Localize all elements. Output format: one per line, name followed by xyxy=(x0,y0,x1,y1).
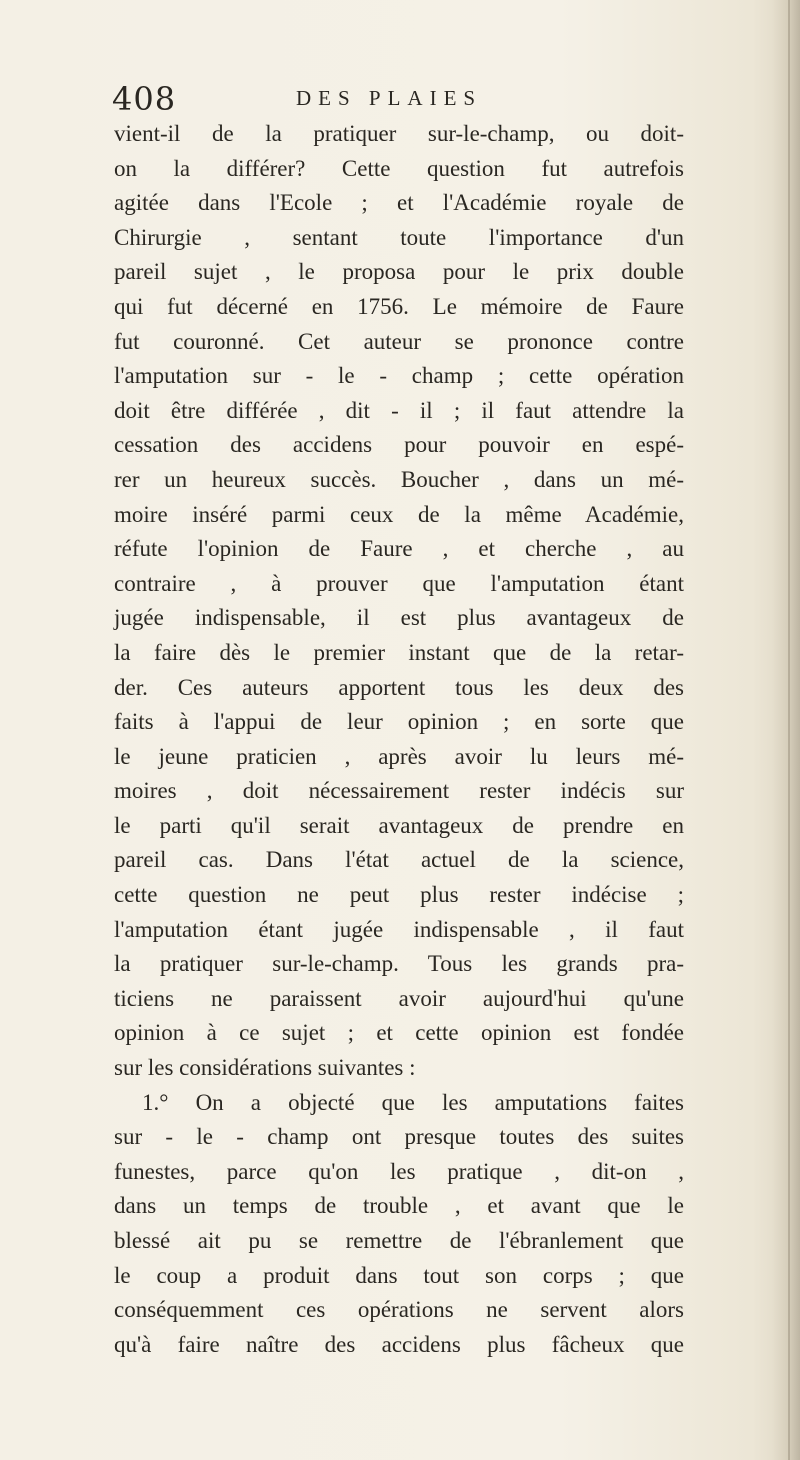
text-line: la faire dès le premier instant que de la retar- xyxy=(114,639,684,665)
page-number: 408 xyxy=(112,80,177,118)
text-line: réfute l'opinion de Faure , et cherche , au xyxy=(114,536,684,562)
text-line: jugée indispensable, il est plus avantageux de xyxy=(114,605,684,631)
text-line: moires , doit nécessairement rester indécis sur xyxy=(114,778,684,804)
text-line: cessation des accidens pour pouvoir en espé- xyxy=(114,432,684,458)
running-title: DES PLAIES xyxy=(296,86,483,110)
text-line: contraire , à prouver que l'amputation étant xyxy=(114,570,684,596)
text-line: pareil sujet , le proposa pour le prix double xyxy=(114,259,684,285)
text-line: la pratiquer sur-le-champ. Tous les grands pra- xyxy=(114,951,684,977)
text-line: pareil cas. Dans l'état actuel de la science, xyxy=(114,847,684,873)
body-text xyxy=(114,117,684,1362)
text-line: ticiens ne paraissent avoir aujourd'hui qu'une xyxy=(114,985,684,1011)
text-line: le parti qu'il serait avantageux de prendre en xyxy=(114,812,684,838)
text-line: conséquemment ces opérations ne servent alors xyxy=(114,1297,684,1323)
text-line: agitée dans l'Ecole ; et l'Académie royale de xyxy=(114,190,684,216)
text-line: blessé ait pu se remettre de l'ébranlement que xyxy=(114,1228,684,1253)
text-line: faits à l'appui de leur opinion ; en sorte que xyxy=(114,709,684,735)
text-line: le coup a produit dans tout son corps ; que xyxy=(114,1262,684,1288)
text-line: cette question ne peut plus rester indécise ; xyxy=(114,882,684,908)
text-line: l'amputation étant jugée indispensable , il faut xyxy=(114,916,684,942)
text-line: fut couronné. Cet auteur se prononce contre xyxy=(114,328,684,354)
text-line: Chirurgie , sentant toute l'importance d'un xyxy=(114,224,684,250)
text-line: l'amputation sur - le - champ ; cette opération xyxy=(114,363,684,389)
text-line: qui fut décerné en 1756. Le mémoire de Faure xyxy=(114,293,684,319)
text-line: qu'à faire naître des accidens plus fâcheux que xyxy=(114,1331,684,1357)
text-line: on la différer? Cette question fut autrefois xyxy=(114,155,684,181)
page-edge-line xyxy=(788,0,790,1460)
running-head xyxy=(112,80,712,120)
text-line: vient-il de la pratiquer sur-le-champ, ou doit- xyxy=(114,121,684,146)
text-line: sur les considérations suivantes : xyxy=(114,1055,416,1081)
text-line: dans un temps de trouble , et avant que le xyxy=(114,1193,684,1219)
text-line: funestes, parce qu'on les pratique , dit-on , xyxy=(114,1158,684,1184)
text-line: opinion à ce sujet ; et cette opinion est fondée xyxy=(114,1020,684,1046)
page-edge-shadow xyxy=(772,0,800,1460)
text-line: 1.° On a objecté que les amputations faites xyxy=(142,1089,684,1115)
text-line: der. Ces auteurs apportent tous les deux des xyxy=(114,674,684,700)
text-line: moire inséré parmi ceux de la même Académie, xyxy=(114,501,684,527)
text-line: doit être différée , dit - il ; il faut attendre la xyxy=(114,397,684,423)
text-line: le jeune praticien , après avoir lu leurs mé- xyxy=(114,743,684,769)
text-line: sur - le - champ ont presque toutes des suites xyxy=(114,1124,684,1150)
text-line: rer un heureux succès. Boucher , dans un mé- xyxy=(114,466,684,492)
